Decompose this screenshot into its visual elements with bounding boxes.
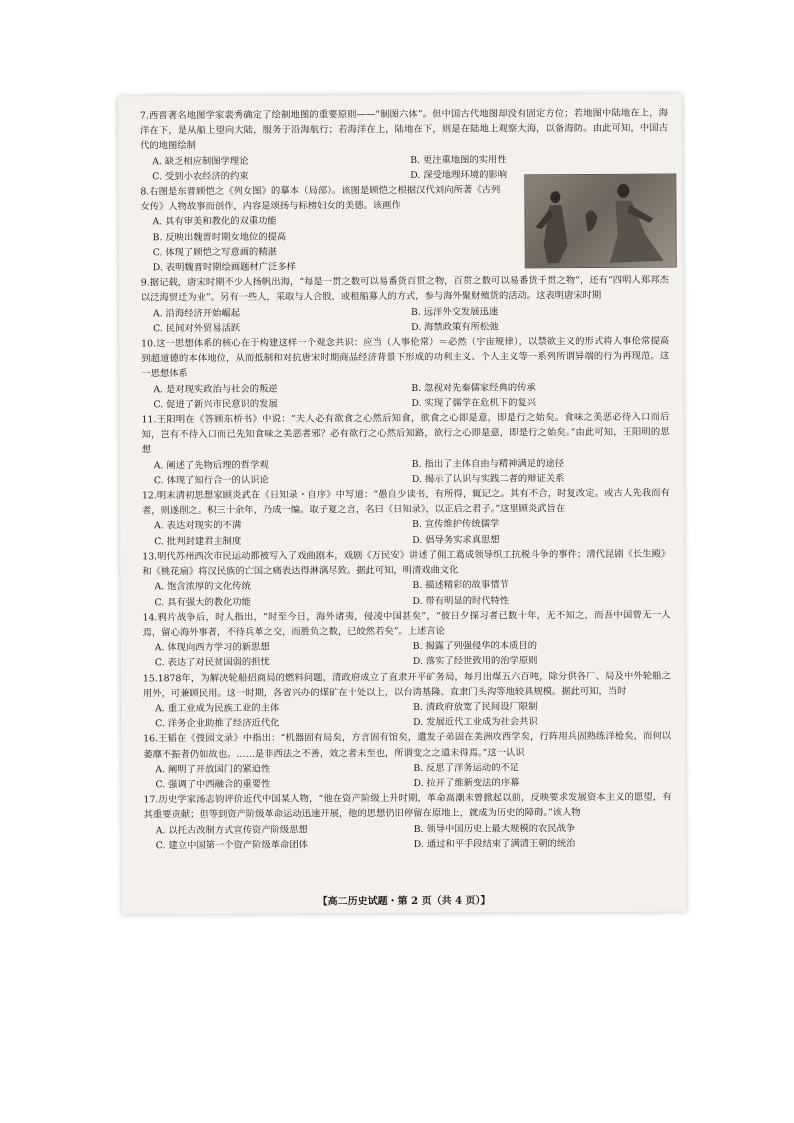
question-7-option-a: A. 缺乏相应制图学理论 bbox=[152, 155, 249, 167]
question-11-stem: 11.王阳明在《答顾东桥书》中说：“夫人必有欲食之心然后知食，欲食之心即是意，即是行之始矣。食味之美恶必待入口而后知，岂有不待入口而已先知食味之美恶者邪？必有欲行之心然后知路，欲行之心即是意，即是行之始矣。”由此可知，王阳明的思想 bbox=[141, 411, 670, 456]
question-16-stem: 16.王韬在《弢园文录》中指出：“机器固有局矣，方言固有馆矣，遣发子弟固在美洲攻西学矣，行阵用兵固熟练洋枪矣，而何以萎靡不振者仍如故也。……是非西法之不善，效之者未至也，所谓变之之道未得焉。”这一认识 bbox=[143, 730, 672, 760]
question-8-options bbox=[140, 213, 512, 276]
question-15-option-c: C. 洋务企业助推了经济近代化 bbox=[155, 717, 280, 730]
question-14-options bbox=[143, 638, 671, 671]
question-12-option-d: D. 倡导务实求真思想 bbox=[412, 534, 500, 546]
question-17-options bbox=[144, 820, 672, 853]
question-13-option-b: B. 描述精彩的故事情节 bbox=[412, 579, 509, 592]
question-9-stem: 9.据记载，唐宋时期不少人扬帆出海，“每是一贯之数可以易番货百贯之物，百贯之数可以易番货千贯之物”，还有“四明人郑邦杰以泛海贸迁为业”。另有一些人，采取与人合股，或租船募人的方式，参与海外聚财殖货的活动。这表明唐宋时期 bbox=[140, 274, 669, 304]
question-17 bbox=[144, 790, 672, 854]
question-16-option-d: D. 拉开了维新变法的序幕 bbox=[413, 777, 520, 789]
question-15-options bbox=[143, 699, 671, 732]
question-7 bbox=[140, 106, 668, 185]
question-8-option-c: C. 体现了顾恺之写意画的精湛 bbox=[152, 246, 277, 259]
question-10-option-c: C. 促进了新兴市民意识的发展 bbox=[153, 398, 278, 411]
question-9 bbox=[141, 273, 669, 337]
question-9-option-b: B. 远洋外交发展迅速 bbox=[410, 306, 499, 318]
question-10 bbox=[141, 334, 669, 413]
question-15-option-a: A. 重工业成为民族工业的主体 bbox=[155, 702, 280, 715]
exam-sheet bbox=[118, 94, 686, 915]
question-8-stem: 8.右图是东晋顾恺之《列女图》的摹本（局部）。该图是顾恺之根据汉代刘向所著《古列女传》人物故事而创作，内容是颂扬与标榜妇女的美德。该画作 bbox=[140, 184, 501, 213]
question-14-option-a: A. 体现向西方学习的新思想 bbox=[154, 641, 270, 654]
question-17-option-b: B. 领导中国历史上最大规模的农民战争 bbox=[413, 822, 576, 835]
question-14-option-d: D. 落实了经世致用的治学原则 bbox=[412, 655, 538, 668]
lienv-painting-image bbox=[524, 174, 676, 269]
question-8-option-d: D. 表明魏晋时期绘画题材广泛多样 bbox=[152, 261, 296, 274]
question-9-options bbox=[141, 303, 669, 336]
question-10-option-b: B. 忽视对先秦儒家经典的传承 bbox=[411, 381, 536, 394]
page-footer: 【高二历史试题・第 2 页（共 4 页）】 bbox=[317, 895, 491, 908]
question-9-option-a: A. 沿海经济开始崛起 bbox=[152, 307, 241, 319]
question-12-options bbox=[142, 516, 670, 549]
question-10-options bbox=[141, 379, 669, 412]
question-13-option-a: A. 饱含浓厚的文化传统 bbox=[154, 581, 251, 593]
question-13-stem: 13.明代苏州西次市民运动都被写入了戏曲剧本，戏剧《万民安》讲述了佣工葛成领导织工抗税斗争的事件；清代昆剧《长生殿》和《桃花扇》将汉民族的亡国之痛表达得淋漓尽致。据此可知，明清戏曲文化 bbox=[142, 548, 671, 578]
question-12 bbox=[142, 486, 670, 550]
question-17-stem: 17.历史学家汤志钧评价近代中国某人物，“他在资产阶级上升时期，革命高潮未曾掀起以前，反映要求发展资本主义的愿望，有其重要贡献；但等到资产阶级革命运动迅速开展，他的思想仍旧停留在原地上，就成为历史的障碍。”该人物 bbox=[143, 791, 672, 821]
question-9-option-c: C. 民间对外贸易活跃 bbox=[153, 322, 241, 335]
question-15 bbox=[143, 668, 671, 732]
question-13 bbox=[142, 546, 670, 610]
question-16-option-a: A. 阐明了开放国门的紧迫性 bbox=[155, 763, 271, 776]
question-15-option-d: D. 发展近代工业成为社会共识 bbox=[413, 716, 538, 729]
question-10-option-a: A. 是对现实政治与社会的叛逆 bbox=[153, 383, 278, 395]
question-16-option-b: B. 反思了洋务运动的不足 bbox=[413, 762, 520, 774]
question-11-option-b: B. 指出了主体自由与精神满足的途径 bbox=[411, 457, 565, 470]
question-14-option-b: B. 揭露了列强侵华的本质目的 bbox=[412, 640, 538, 653]
question-15-stem: 15.1878年，为解决轮船招商局的燃料问题，清政府成立了直隶开平矿务局，每月出煤五六百吨，除分供各厂、局及中外轮船之用外，可兼顾民用。这一时期，各省兴办的煤矿在十处以上，以台湾基隆、直隶门头沟等地较具规模。据此可知，当时 bbox=[142, 670, 671, 700]
question-11-options bbox=[142, 455, 670, 488]
question-7-option-c: C. 受到小农经济的约束 bbox=[152, 170, 249, 183]
question-16-options bbox=[143, 759, 671, 792]
question-10-stem: 10.这一思想体系的核心在于构建这样一个观念共识：应当（人事伦常）＝必然（宇宙规律），以禁欲主义的形式将人事伦常提高到超道德的本体地位，从而抵制和对抗唐宋时期商品经济背景下形成的功利主义、个人主义等一系列所谓异端的行为再现范。这一思想体系 bbox=[141, 335, 670, 380]
question-8-option-b: B. 反映出魏晋时期女地位的提高 bbox=[152, 231, 287, 243]
question-11-option-a: A. 阐述了先物后理的哲学观 bbox=[153, 459, 269, 471]
question-15-option-b: B. 清政府放宽了民间设厂限制 bbox=[413, 701, 538, 713]
question-12-stem: 12.明末清初思想家顾炎武在《日知录・自序》中写道：“愚自少读书，有所得，辄记之。其有不合，时复改定。或古人先我而有者，则遂削之。积三十余年，乃成一编。取子夏之言，名曰《日知录》，以正后之君子。”这里顾炎武旨在 bbox=[141, 487, 670, 517]
question-7-option-b: B. 更注重地图的实用性 bbox=[410, 154, 507, 166]
painting-figures bbox=[525, 175, 675, 268]
question-11-option-c: C. 体现了知行合一的认识论 bbox=[153, 474, 269, 487]
question-7-option-d: D. 深受地理环境的影响 bbox=[410, 169, 508, 181]
question-9-option-d: D. 海禁政策有所松弛 bbox=[411, 321, 499, 333]
question-13-option-d: D. 带有明显的时代特性 bbox=[412, 594, 510, 607]
question-16-option-c: C. 强调了中西融合的重要性 bbox=[155, 778, 271, 791]
question-8-option-a: A. 具有审美和教化的双重功能 bbox=[152, 216, 277, 228]
question-12-option-a: A. 表达对现实的不满 bbox=[154, 520, 242, 532]
question-14 bbox=[143, 607, 671, 671]
question-17-option-c: C. 建立中国第一个资产阶级革命团体 bbox=[155, 839, 308, 852]
question-13-option-c: C. 具有强大的教化功能 bbox=[154, 596, 251, 608]
question-14-option-c: C. 表达了对民贫国弱的担忧 bbox=[154, 657, 270, 669]
question-17-option-d: D. 通过和平手段结束了满清王朝的统治 bbox=[413, 837, 576, 850]
question-11-option-d: D. 揭示了认识与实践二者的辩证关系 bbox=[411, 473, 565, 485]
question-12-option-b: B. 宣传维护传统儒学 bbox=[412, 518, 500, 531]
question-14-stem: 14.鸦片战争后，时人指出，“时至今日，海外诸夷，侵凌中国甚矣”，“彼日夕探习者已数十年，无不知之，而吾中国曾无一人焉，留心海外事者，不待兵革之交，而胜负之数，已皎然若矣”。上述言论 bbox=[142, 609, 671, 639]
question-12-option-c: C. 批判封建君主制度 bbox=[154, 535, 242, 547]
question-17-option-a: A. 以托古改制方式宣传资产阶级思想 bbox=[155, 824, 308, 836]
question-7-stem: 7.西晋著名地图学家裴秀确定了绘制地图的重要原则——“制图六体”。但中国古代地图却没有固定方位；若地图中陆地在上，海洋在下，是从船上望向大陆，服务于沿海航行；若海洋在上，陆地在下，则是在陆地上观察大海，以备海防。由此可知，中国古代的地图绘制 bbox=[139, 107, 669, 152]
question-13-options bbox=[142, 577, 670, 610]
question-11 bbox=[142, 410, 670, 489]
question-10-option-d: D. 实现了儒学在危机下的复兴 bbox=[411, 397, 537, 409]
question-16 bbox=[143, 729, 671, 793]
